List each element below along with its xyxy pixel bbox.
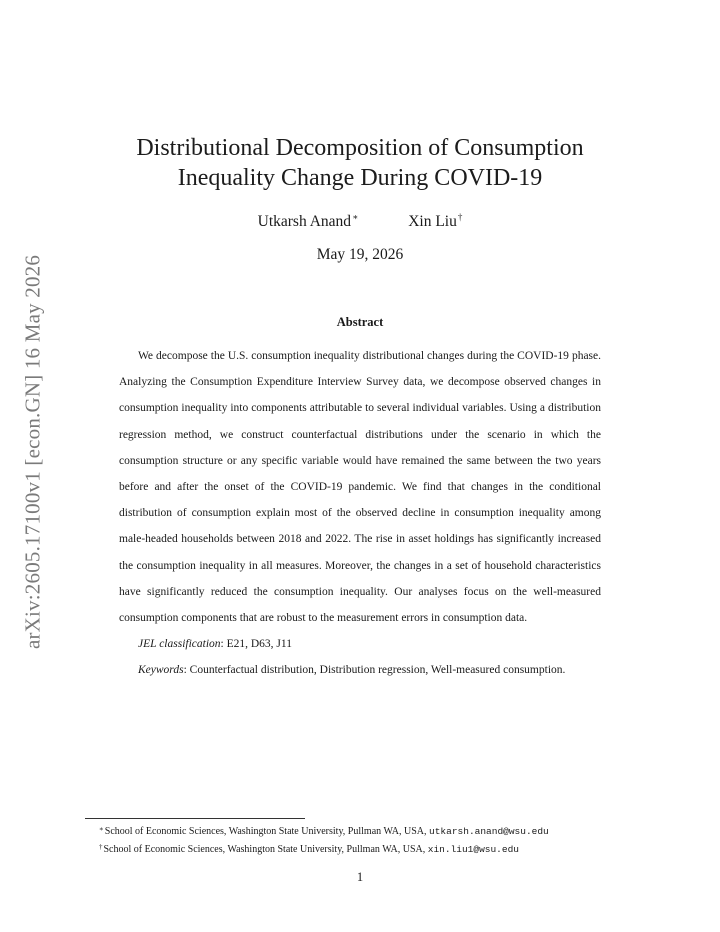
publication-date: May 19, 2026 xyxy=(316,246,404,263)
title-line-2: Inequality Change During COVID-19 xyxy=(177,165,543,191)
paper-title xyxy=(0,133,720,193)
jel-label: JEL classification xyxy=(138,638,221,651)
title-line-1: Distributional Decomposition of Consumption xyxy=(136,135,584,161)
page-number: 1 xyxy=(356,870,364,884)
author-1-name: Utkarsh Anand xyxy=(257,213,352,230)
author-1 xyxy=(258,212,359,231)
author-list xyxy=(0,212,720,231)
abstract-body xyxy=(119,343,601,684)
footnote-divider xyxy=(85,818,305,819)
jel-classification xyxy=(119,631,601,657)
footnotes xyxy=(99,822,549,857)
footnote-1-mark: ∗ xyxy=(99,825,104,833)
footnote-2-mark: † xyxy=(99,842,103,851)
footnote-1-email[interactable]: utkarsh.anand@wsu.edu xyxy=(429,826,549,837)
jel-value: : E21, D63, J11 xyxy=(220,638,292,651)
footnote-2 xyxy=(99,840,549,858)
keywords-label: Keywords xyxy=(138,664,184,677)
author-1-mark: ∗ xyxy=(352,212,359,222)
arxiv-identifier-stamp: arXiv:2605.17100v1 [econ.GN] 16 May 2026 xyxy=(20,254,45,650)
keywords xyxy=(119,657,601,683)
footnote-2-email[interactable]: xin.liu1@wsu.edu xyxy=(427,843,519,855)
footnote-1 xyxy=(99,822,549,840)
footnote-1-text: School of Economic Sciences, Washington State University, Pullman WA, USA, xyxy=(104,826,430,837)
abstract-heading: Abstract xyxy=(336,315,384,329)
author-2 xyxy=(408,212,462,231)
abstract-paragraph: We decompose the U.S. consumption inequality distributional changes during the COVID-19 phase. Analyzing the Consumption Expenditure Interview Survey data, we decompose observed changes in consumption inequality into components attributable to several individual variables. Using a distribution regression method, we construct counterfactual distributions under the scenario in which the consumption structure or any specific variable would have remained the same between the two years before and after the onset of the COVID-19 pandemic. We find that changes in the conditional distribution of consumption explain most of the observed decline in consumption inequality among male-headed households between 2018 and 2022. The rise in asset holdings has significantly increased the consumption inequality in all measures. Moreover, the changes in a set of household characteristics have significantly reduced the consumption inequality. Our analyses focus on the well-measured consumption components that are robust to the measurement errors in consumption data. xyxy=(119,350,601,625)
author-2-mark: † xyxy=(457,212,463,222)
keywords-value: : Counterfactual distribution, Distribution regression, Well-measured consumption. xyxy=(183,664,566,677)
author-2-name: Xin Liu xyxy=(408,213,457,230)
footnote-2-text: School of Economic Sciences, Washington State University, Pullman WA, USA, xyxy=(103,843,428,855)
